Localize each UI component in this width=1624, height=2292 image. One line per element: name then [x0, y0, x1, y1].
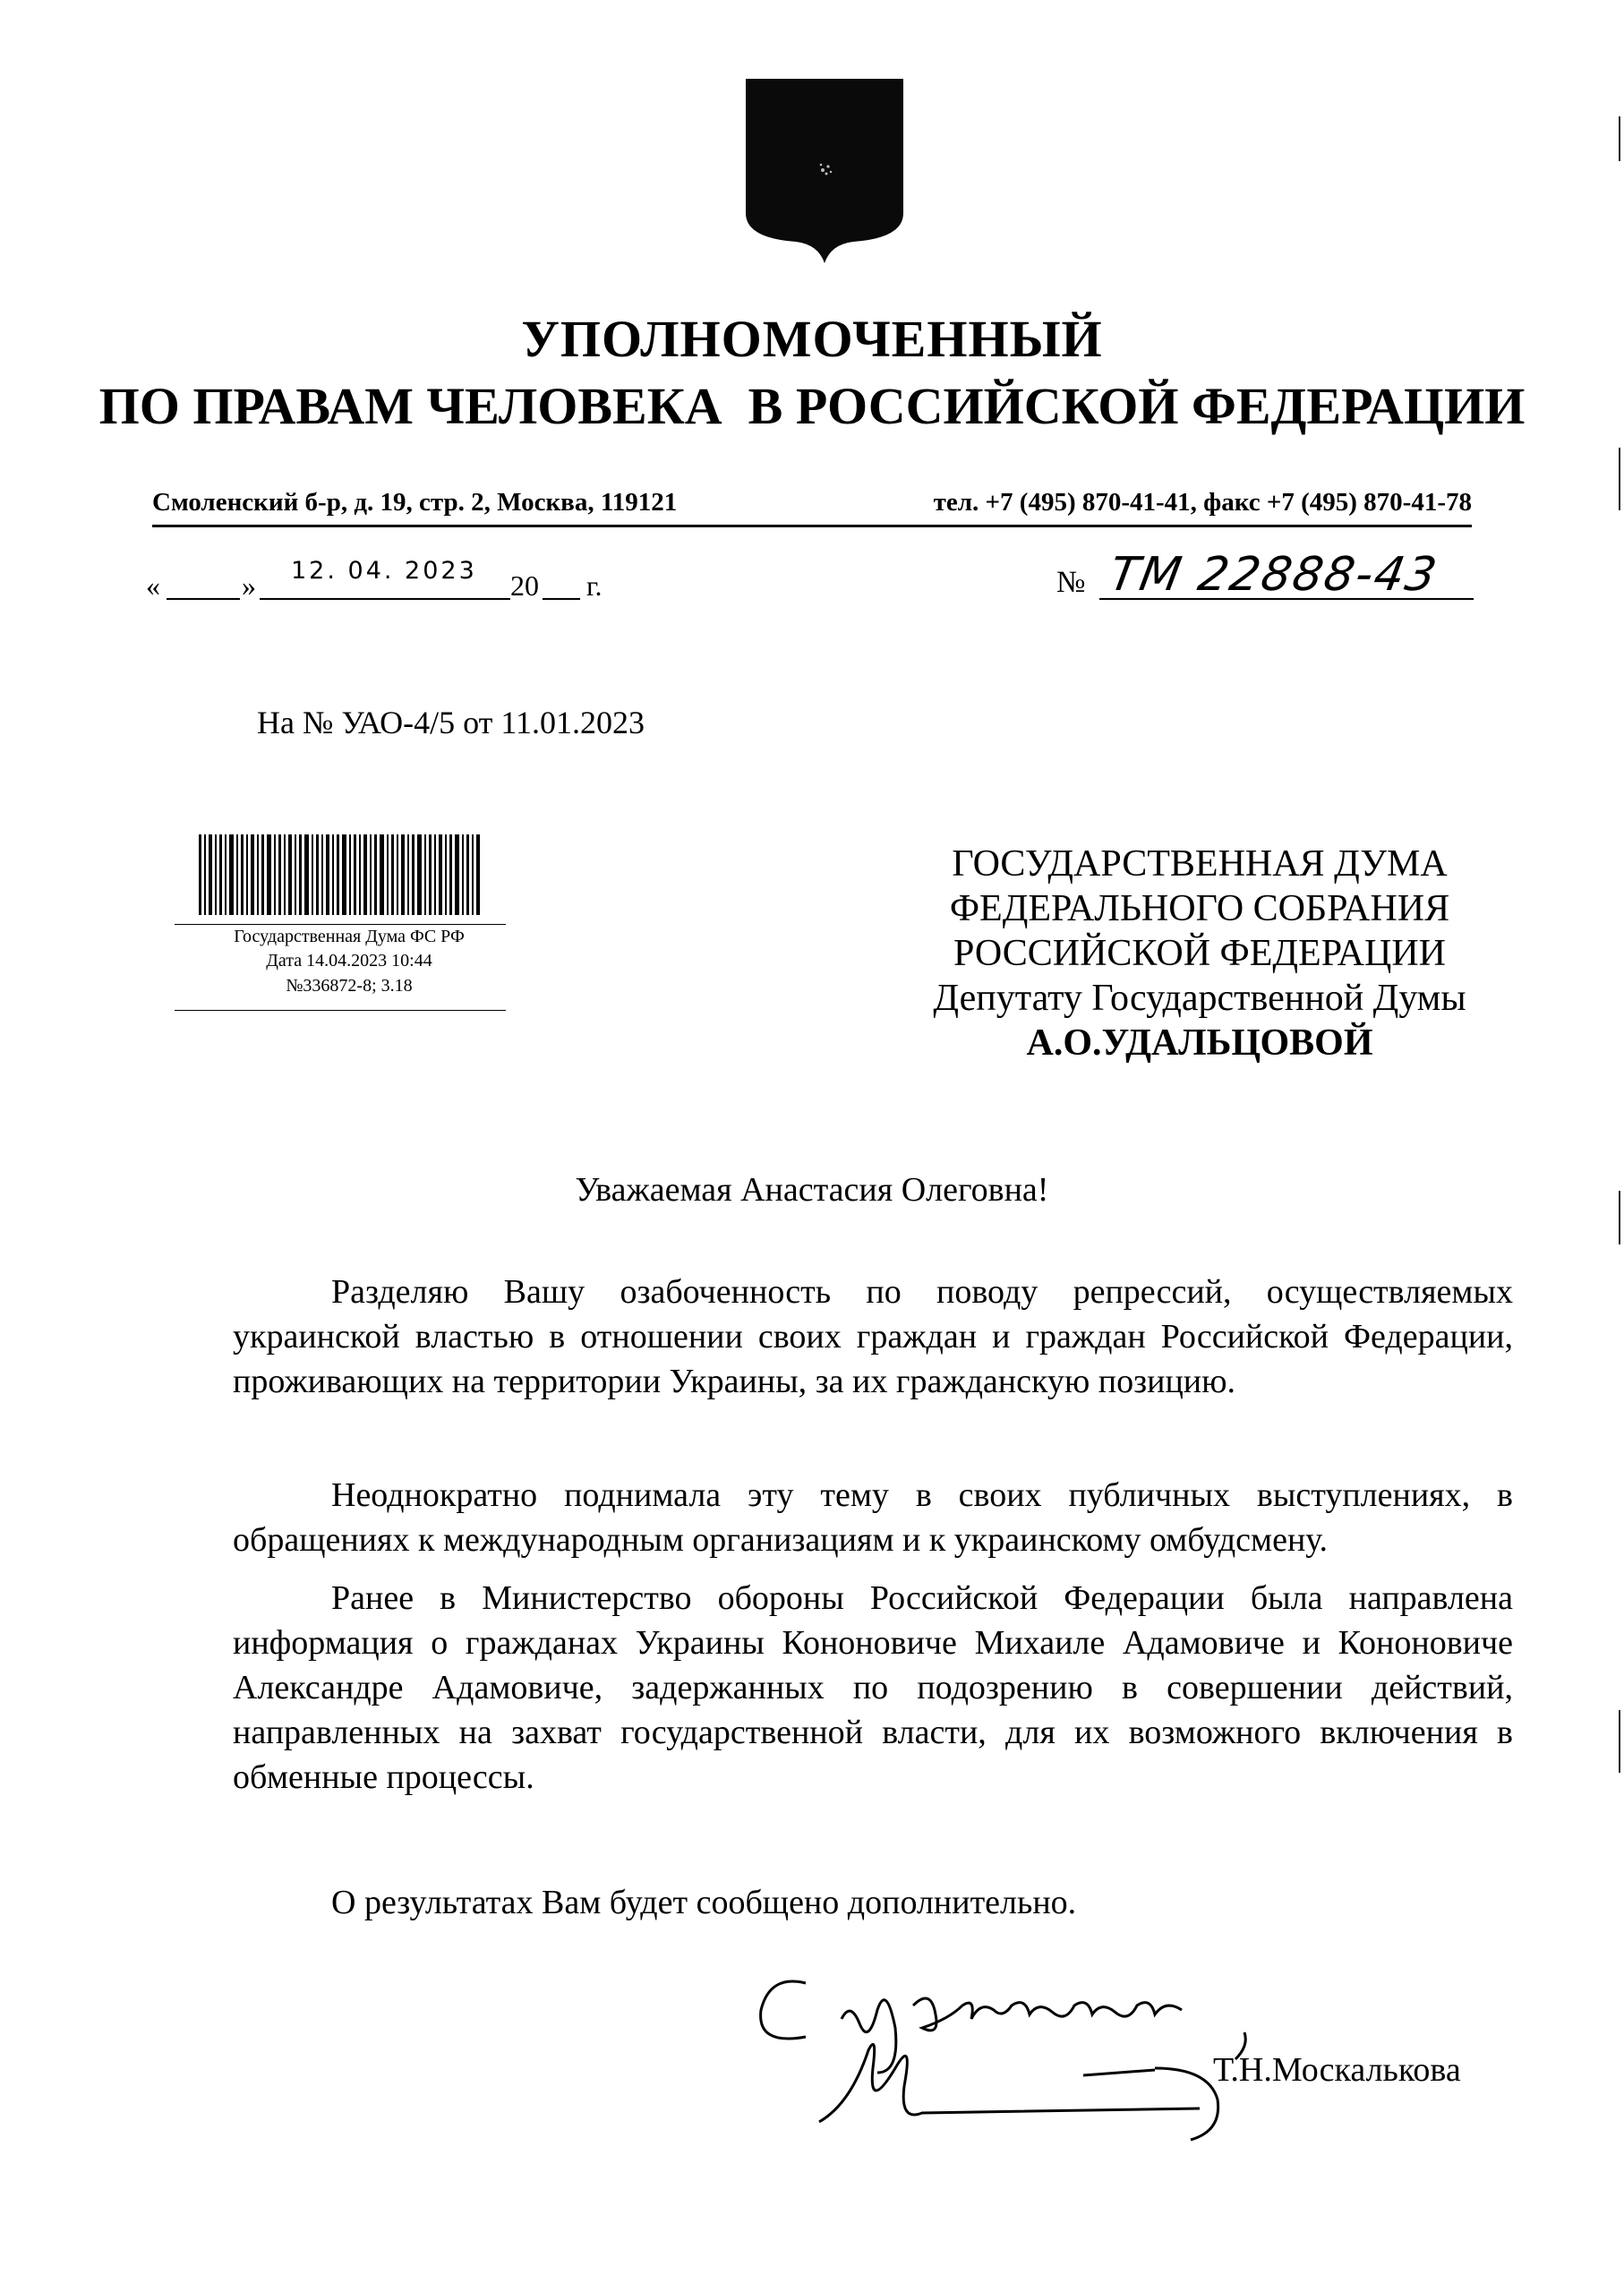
issuer-address: Смоленский б-р, д. 19, стр. 2, Москва, 119121 — [152, 488, 678, 517]
date-month-blank — [260, 598, 510, 600]
date-day-blank — [167, 598, 240, 600]
addressee-line1: ГОСУДАРСТВЕННАЯ ДУМА — [952, 843, 1448, 885]
stamped-date: 12. 04. 2023 — [291, 557, 477, 585]
handwritten-outgoing-number: ТМ 22888-43 — [1105, 548, 1442, 602]
scan-edge-mark — [1619, 116, 1620, 161]
date-quote-close: » — [242, 569, 256, 602]
barcode-icon — [195, 834, 482, 915]
body-paragraph-1: Разделяю Вашу озабоченность по поводу репрессий, осуществляемых украинской властью в отношении своих граждан и граждан Российской Федерации, проживающих на территории Украины, за их гражданскую позицию. — [233, 1273, 1513, 1400]
header-rule — [152, 525, 1472, 527]
body-paragraph-3: Ранее в Министерство обороны Российской Федерации была направлена информация о гражданах Украины Кононовиче Михаиле Адамовиче и Кононовиче Александре Адамовиче, задержанных по подозрению в совершении действий, направленных на захват государственной власти, для их возможного включения в обменные процессы. — [233, 1579, 1513, 1796]
coat-of-arms-shield-icon — [746, 79, 903, 263]
stamp-rule-top — [175, 924, 506, 925]
stamp-rule-bottom — [175, 1010, 506, 1011]
stamp-date: Дата 14.04.2023 10:44 — [266, 951, 432, 971]
body-paragraph-2: Неоднократно поднимала эту тему в своих публичных выступлениях, в обращениях к международным организациям и к украинскому омбудсмену. — [233, 1476, 1513, 1559]
date-year-suffix: г. — [586, 569, 603, 602]
date-quote-open: « — [146, 569, 160, 602]
issuer-contacts: тел. +7 (495) 870-41-41, факс +7 (495) 870-41-78 — [933, 488, 1472, 517]
addressee-line2: ФЕДЕРАЛЬНОГО СОБРАНИЯ — [949, 888, 1450, 929]
issuer-title-line1: УПОЛНОМОЧЕННЫЙ — [521, 310, 1103, 368]
addressee-line4: Депутату Государственной Думы — [933, 978, 1466, 1019]
issuer-title-line2: ПО ПРАВАМ ЧЕЛОВЕКА В РОССИЙСКОЙ ФЕДЕРАЦИИ — [98, 377, 1526, 435]
signatory-name: Т.Н.Москалькова — [1213, 2051, 1461, 2089]
outgoing-number-label: № — [1056, 566, 1086, 599]
scan-edge-mark — [1619, 1191, 1620, 1244]
addressee-line3: РОССИЙСКОЙ ФЕДЕРАЦИИ — [953, 933, 1446, 974]
scan-edge-mark — [1619, 1710, 1620, 1773]
reply-reference: На № УАО-4/5 от 11.01.2023 — [257, 705, 645, 740]
stamp-organization: Государственная Дума ФС РФ — [234, 927, 465, 946]
stamp-number: №336872-8; 3.18 — [286, 976, 413, 996]
body-paragraph-4: О результатах Вам будет сообщено дополнительно. — [331, 1884, 1077, 1921]
scan-edge-mark — [1619, 448, 1620, 510]
handwritten-signature — [815, 2014, 1227, 2149]
date-year-blank — [543, 598, 580, 600]
date-year-prefix: 20 — [510, 569, 539, 602]
addressee-name: А.О.УДАЛЬЦОВОЙ — [1026, 1022, 1373, 1064]
greeting: Уважаемая Анастасия Олеговна! — [575, 1171, 1049, 1209]
